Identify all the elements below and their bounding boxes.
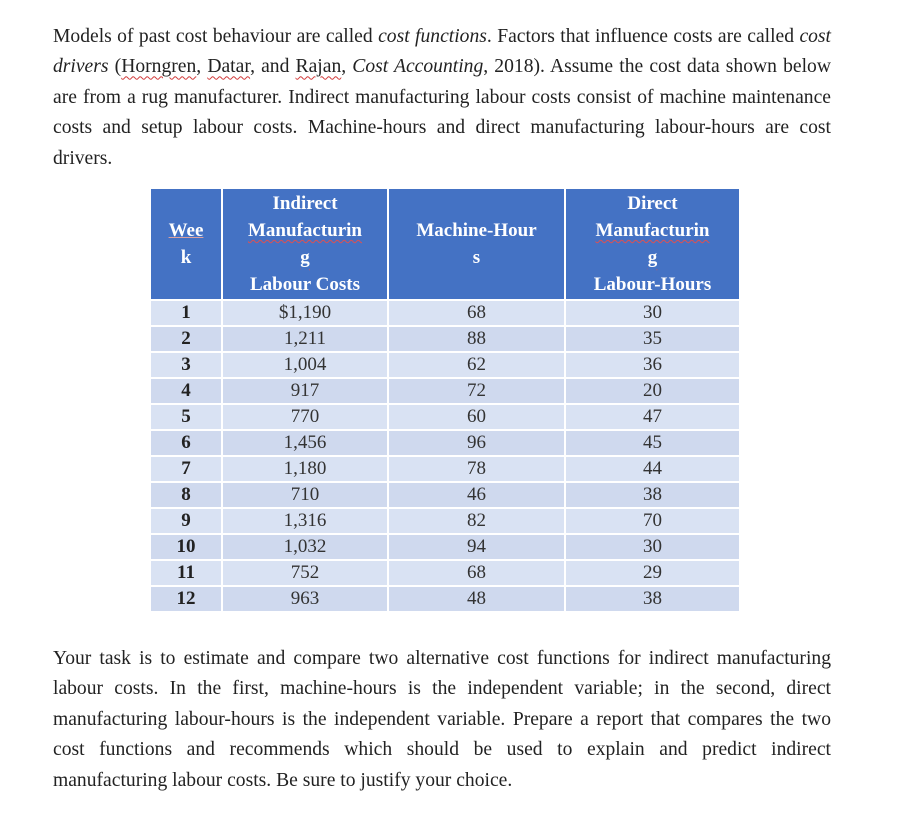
- week-cell: 5: [151, 405, 221, 429]
- machine-hours-cell: 94: [389, 535, 564, 559]
- machine-hours-cell: 62: [389, 353, 564, 377]
- header-direct-line-3: g: [647, 247, 658, 268]
- header-week-line-2: k: [180, 247, 192, 268]
- cost-cell: 963: [223, 587, 387, 611]
- header-indirect-line-4: Labour Costs: [250, 274, 360, 295]
- week-cell: 10: [151, 535, 221, 559]
- term-cost-functions: cost functions: [378, 26, 487, 47]
- table-row: [151, 561, 739, 585]
- intro-sep-2: , and: [250, 56, 296, 78]
- header-machine-hours: [389, 189, 564, 299]
- header-machine-line-1: Machine-Hour: [416, 220, 537, 241]
- header-direct-hours: [566, 189, 739, 299]
- header-indirect-line-1: Indirect: [272, 193, 338, 214]
- week-cell: 12: [151, 587, 221, 611]
- labour-hours-cell: 45: [566, 431, 739, 455]
- machine-hours-cell: 46: [389, 483, 564, 507]
- header-indirect-line-3: g: [300, 247, 310, 268]
- labour-hours-cell: 30: [566, 535, 739, 559]
- author-horngren: Horngren: [121, 56, 197, 78]
- week-cell: 3: [151, 353, 221, 377]
- machine-hours-cell: 82: [389, 509, 564, 533]
- cost-cell: $1,190: [223, 301, 387, 325]
- header-indirect-line-2: Manufacturin: [248, 220, 362, 241]
- machine-hours-cell: 88: [389, 327, 564, 351]
- header-direct-line-1: Direct: [627, 193, 678, 214]
- cost-cell: 1,180: [223, 457, 387, 481]
- header-machine-line-2: s: [472, 247, 481, 268]
- machine-hours-cell: 48: [389, 587, 564, 611]
- cost-cell: 752: [223, 561, 387, 585]
- cost-data-table: [149, 187, 741, 613]
- labour-hours-cell: 38: [566, 587, 739, 611]
- labour-hours-cell: 35: [566, 327, 739, 351]
- machine-hours-cell: 78: [389, 457, 564, 481]
- week-cell: 2: [151, 327, 221, 351]
- labour-hours-cell: 38: [566, 483, 739, 507]
- intro-text-3: (: [108, 56, 122, 78]
- week-cell: 4: [151, 379, 221, 403]
- header-indirect-costs: [223, 189, 387, 299]
- labour-hours-cell: 36: [566, 353, 739, 377]
- cost-cell: 770: [223, 405, 387, 429]
- cost-cell: 1,316: [223, 509, 387, 533]
- table-row: [151, 431, 739, 455]
- labour-hours-cell: 29: [566, 561, 739, 585]
- table-row: [151, 301, 739, 325]
- labour-hours-cell: 44: [566, 457, 739, 481]
- header-direct-line-4: Labour-Hours: [593, 274, 712, 295]
- table-header-row: [151, 189, 739, 299]
- book-title: Cost Accounting: [352, 56, 484, 78]
- labour-hours-cell: 70: [566, 509, 739, 533]
- table-row: [151, 509, 739, 533]
- author-datar: Datar: [207, 56, 251, 78]
- table-row: [151, 483, 739, 507]
- machine-hours-cell: 68: [389, 301, 564, 325]
- intro-sep-1: ,: [196, 56, 208, 78]
- intro-text-1: Models of past cost behaviour are called: [53, 26, 379, 47]
- cost-cell: 1,211: [223, 327, 387, 351]
- task-paragraph: Your task is to estimate and compare two alternative cost functions for indirect manufacturing labour costs. In the first, machine-hours is the independent variable; in the second, direct manufacturing labour-hours is the independent variable. Prepare a report that compares the two cost functions and recommends which should be used to explain and predict indirect manufacturing labour costs. Be sure to justify your choice.: [53, 648, 831, 791]
- labour-hours-cell: 47: [566, 405, 739, 429]
- intro-paragraph: [53, 22, 831, 174]
- cost-cell: 917: [223, 379, 387, 403]
- table-row: [151, 379, 739, 403]
- machine-hours-cell: 60: [389, 405, 564, 429]
- week-cell: 9: [151, 509, 221, 533]
- cost-cell: 1,456: [223, 431, 387, 455]
- table-row: [151, 457, 739, 481]
- intro-text-4: , 2018). Assume the cost data shown below are from a rug manufacturer. Indirect manufacturing labour costs consist of machine maintenance costs and setup labour costs. Machine-hours and direct manufacturing labour-hours are cost drivers.: [53, 56, 831, 169]
- machine-hours-cell: 68: [389, 561, 564, 585]
- table-row: [151, 353, 739, 377]
- labour-hours-cell: 30: [566, 301, 739, 325]
- week-cell: 6: [151, 431, 221, 455]
- author-rajan: Rajan: [295, 56, 342, 78]
- week-cell: 11: [151, 561, 221, 585]
- machine-hours-cell: 72: [389, 379, 564, 403]
- header-week-line-1: Wee: [168, 220, 204, 241]
- table-row: [151, 327, 739, 351]
- cost-cell: 710: [223, 483, 387, 507]
- table-row: [151, 405, 739, 429]
- table-row: [151, 535, 739, 559]
- cost-cell: 1,004: [223, 353, 387, 377]
- week-cell: 7: [151, 457, 221, 481]
- intro-text-2: . Factors that influence costs are called: [486, 26, 800, 47]
- intro-sep-3: ,: [341, 56, 353, 78]
- labour-hours-cell: 20: [566, 379, 739, 403]
- table-row: [151, 587, 739, 611]
- machine-hours-cell: 96: [389, 431, 564, 455]
- cost-cell: 1,032: [223, 535, 387, 559]
- header-direct-line-2: Manufacturin: [595, 220, 710, 241]
- header-week: [151, 189, 221, 299]
- week-cell: 1: [151, 301, 221, 325]
- week-cell: 8: [151, 483, 221, 507]
- term-cost-drivers: cost drivers: [53, 26, 831, 78]
